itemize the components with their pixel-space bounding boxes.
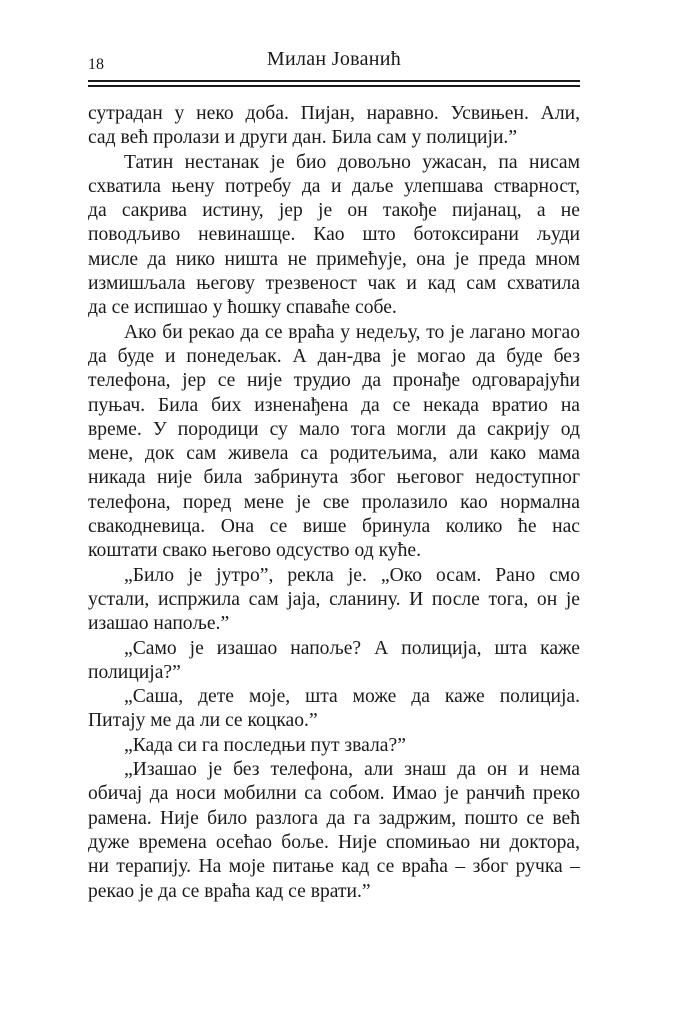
text-line: „Саша, дете моје, шта може да каже полиција. [124,686,580,708]
text-line: време. У породици су мало тога могли да сакрију од [88,418,580,440]
text-line: да буде и понедељак. А дан-два је могао да буде без [88,345,580,367]
text-line: „Само је изашао напоље? А полиција, шта каже [124,637,580,659]
text-line: Питају ме да ли се коцкао.” [88,710,318,732]
text-line: мене, док сам живела са родитељима, али како мама [88,443,580,465]
text-line: рамена. Није било разлога да га задржим, пошто се већ [88,807,580,829]
text-line: да се испишао у ћошку спаваће собе. [88,297,397,319]
text-line: схватила њену потребу да и даље улепшава стварност, [88,175,580,197]
text-line: коштати свако његово одсуство од куће. [88,540,422,562]
text-line: „Било је јутро”, рекла је. „Око осам. Рано смо [124,564,580,586]
text-line: полиција?” [88,661,181,683]
text-line: изашао напоље.” [88,613,230,635]
header-rule-top [88,80,580,82]
text-line: телефона, поред мене је све пролазило као нормална [88,491,580,513]
text-line: „Изашао је без телефона, али знаш да он и нема [124,759,580,781]
text-line: мисле да нико ништа не примећује, она је преда мном [88,248,580,270]
text-line: обичај да носи мобилни са собом. Имао је ранчић преко [88,783,580,805]
text-line: пуњач. Била бих изненађена да се некада вратио на [88,394,580,416]
text-line: сутрадан у неко доба. Пијан, наравно. Усвињен. Али, [88,103,580,124]
text-line: Татин нестанак је био довољно ужасан, па нисам [124,151,580,173]
header-rule-bottom [88,85,580,87]
running-head-author: Милан Јованић [266,48,402,70]
text-line: телефона, јер се није трудио да пронађе одговарајући [88,370,580,392]
text-line: никада није била забринута због његовог недоступног [88,467,580,489]
text-line: устали, испржила сам јаја, сланину. И после тога, он је [88,588,580,610]
page-header [88,48,580,72]
body-text [88,102,580,904]
text-line: „Када си га последњи пут звала?” [124,734,406,756]
text-line: измишљала његову трезвеност чак и кад сам схватила [88,273,580,295]
page-number: 18 [88,56,104,73]
text-line: ни терапију. На моје питање кад се враћа – због ручка – [88,856,580,878]
text-line: Ако би рекао да се враћа у недељу, то је лагано могао [124,321,580,343]
text-line: да сакрива истину, јер је он такође пијанац, а не [88,200,580,222]
text-line: поводљиво невинашце. Као што ботоксирани људи [88,224,580,246]
text-line: рекао је да се враћа кад се врати.” [88,880,371,902]
text-line: свакодневица. Она се више бринула колико ће нас [88,516,580,538]
text-line: сад већ пролази и други дан. Била сам у полицији.” [88,127,518,149]
text-line: дуже времена осећао боље. Није спомињао ни доктора, [88,831,580,853]
